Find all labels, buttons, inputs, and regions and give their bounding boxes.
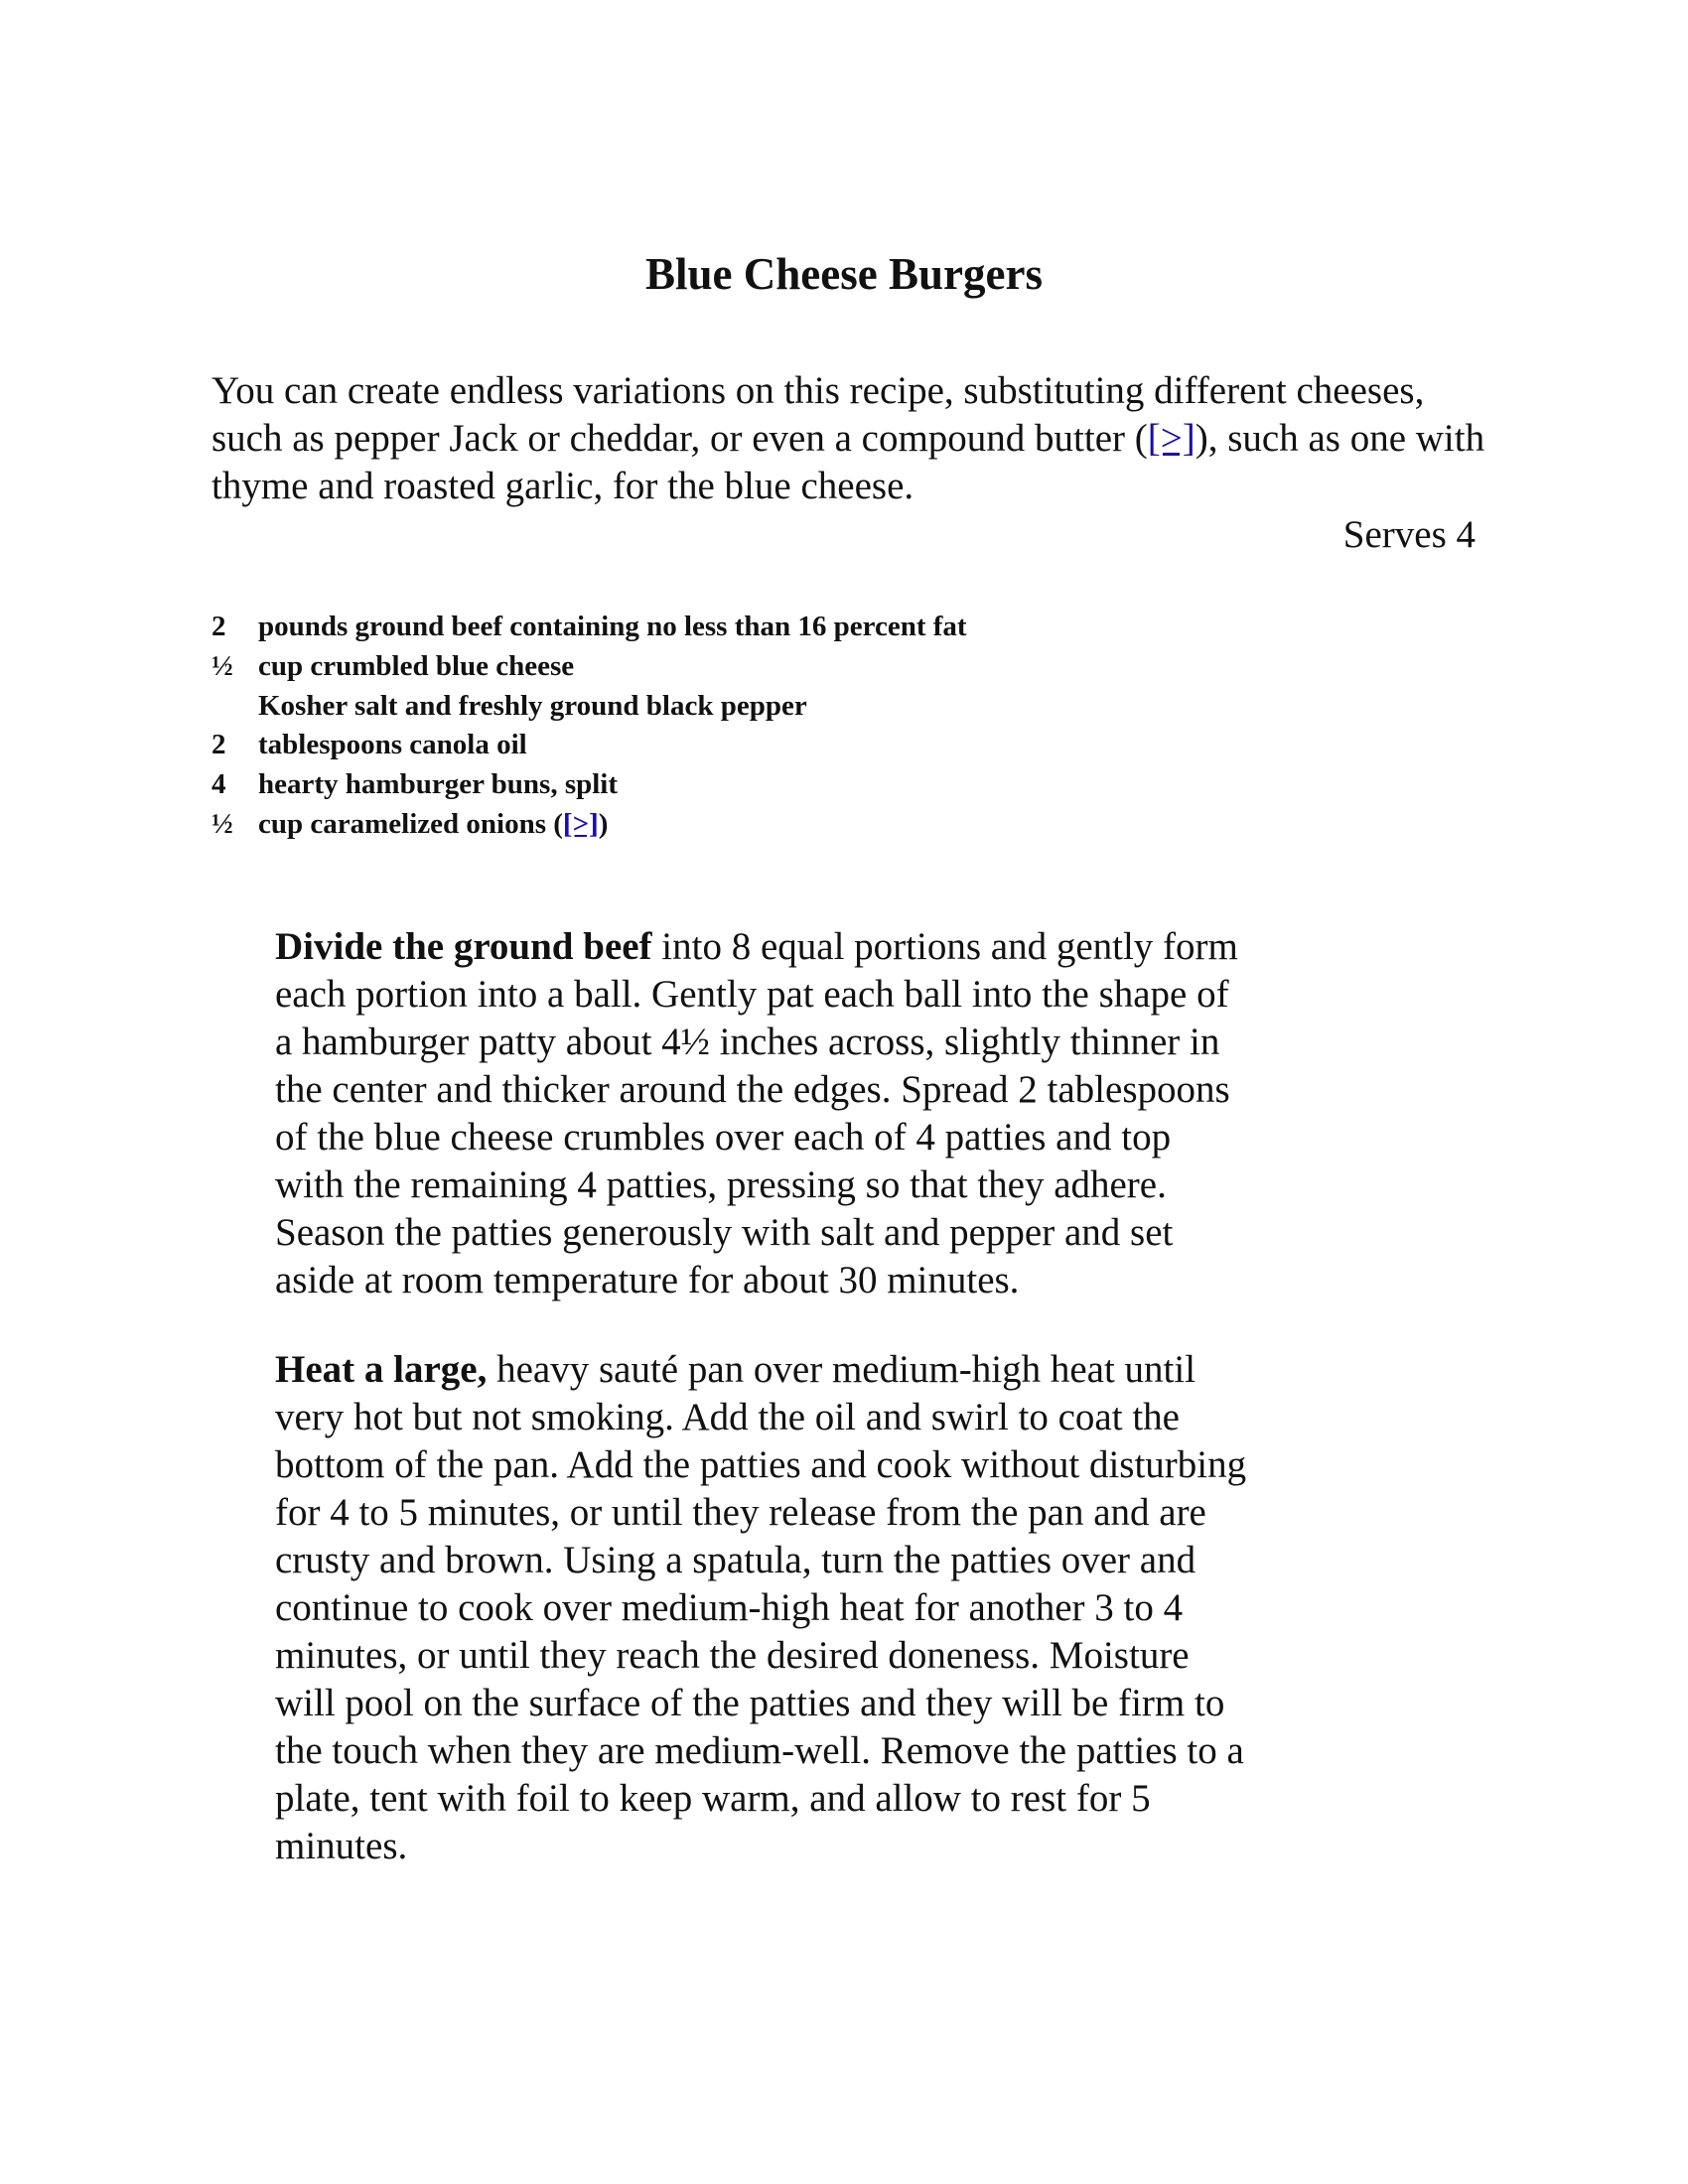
ingredient-text-after: ) — [598, 807, 609, 840]
method-step — [275, 1346, 1248, 1870]
ingredient-text — [258, 805, 608, 845]
ingredient-quantity: 4 — [211, 768, 226, 801]
method-step — [275, 923, 1248, 1304]
step-lead: Divide the ground beef — [275, 925, 652, 968]
ingredient-text: tablespoons canola oil — [258, 729, 527, 761]
step-body: heavy sauté pan over medium-high heat until very hot but not smoking. Add the oil and swirl to coat the bottom of the pan. Add the patties and cook without disturbing for 4 to 5 minutes, or until they release from the pan and are crusty and brown. Using a spatula, turn the patties over and continue to cook over medium-high heat for another 3 to 4 minutes, or until they reach the desired doneness. Moisture will pool on the surface of the patties and they will be firm to the touch when they are medium-well. Remove the patties to a plate, tent with foil to keep warm, and allow to rest for 5 minutes. — [275, 1348, 1247, 1867]
ingredient-text: Kosher salt and freshly ground black pepper — [258, 689, 807, 722]
recipe-title: Blue Cheese Burgers — [645, 249, 1043, 299]
ingredient-quantity: 2 — [211, 729, 226, 761]
compound-butter-link[interactable]: [>] — [1147, 417, 1196, 460]
ingredient-text: cup crumbled blue cheese — [258, 649, 575, 682]
ingredient-item — [211, 608, 1304, 647]
step-body: into 8 equal portions and gently form each portion into a ball. Gently pat each ball into the shape of a hamburger patty about 4½ inches across, slightly thinner in the center and thicker around the edges. Spread 2 tablespoons of the blue cheese crumbles over each of 4 patties and top with the remaining 4 patties, pressing so that they adhere. Season the patties generously with salt and pepper and set aside at room temperature for about 30 minutes. — [275, 925, 1238, 1301]
ingredient-text: pounds ground beef containing no less than 16 percent fat — [258, 611, 967, 642]
ingredient-text-before: cup caramelized onions ( — [258, 807, 563, 840]
ingredient-item — [211, 726, 1304, 765]
caramelized-onions-link[interactable]: [>] — [562, 807, 599, 840]
ingredient-text: hearty hamburger buns, split — [258, 768, 619, 801]
ingredient-item — [211, 765, 1304, 805]
ingredient-quantity: ½ — [211, 807, 233, 840]
intro-text-before: You can create endless variations on this recipe, substituting different cheeses, such as pepper Jack or cheddar, or even a compound butter ( — [211, 369, 1425, 460]
ingredient-quantity: ½ — [211, 649, 233, 682]
intro-text-after: ), such as one with thyme and roasted garlic, for the blue cheese. — [211, 417, 1485, 507]
ingredient-item — [211, 805, 1304, 845]
serves-label: Serves 4 — [1342, 513, 1476, 556]
method-steps — [275, 923, 1248, 1912]
ingredient-item — [211, 647, 1304, 687]
step-lead: Heat a large, — [275, 1348, 488, 1391]
ingredient-item — [211, 687, 1304, 727]
ingredient-quantity: 2 — [211, 611, 226, 642]
ingredient-list — [211, 608, 1304, 845]
recipe-intro — [211, 367, 1492, 510]
ingredient-quantity — [211, 687, 258, 727]
